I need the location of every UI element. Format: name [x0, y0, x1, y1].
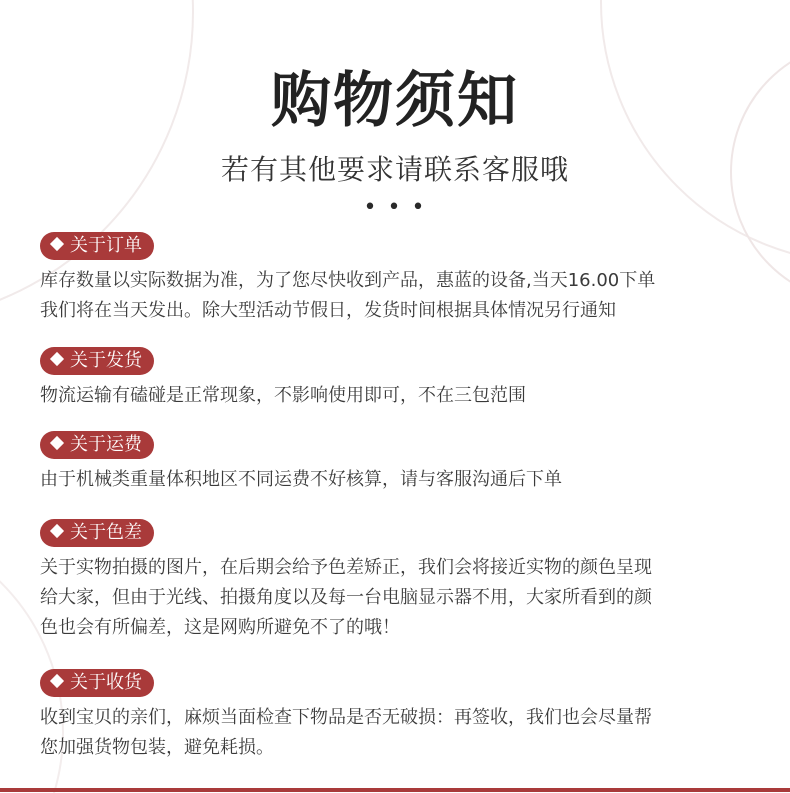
section-text-line: 库存数量以实际数据为准，为了您尽快收到产品，惠蓝的设备,当天16.00下单 [40, 270, 656, 291]
section-tag-label: 关于收货 [70, 672, 142, 693]
section-tag-label: 关于发货 [70, 350, 142, 371]
diamond-icon [50, 436, 64, 450]
diamond-icon [50, 237, 64, 251]
section-text-line: 关于实物拍摄的图片，在后期会给予色差矫正，我们会将接近实物的颜色呈现 [40, 557, 652, 578]
section-text-line: 由于机械类重量体积地区不同运费不好核算，请与客服沟通后下单 [40, 469, 562, 490]
divider-dots: • • • [363, 195, 427, 220]
page-title: 购物须知 [271, 66, 519, 136]
section-text-line: 您加强货物包装，避免耗损。 [40, 737, 274, 758]
section-freight [40, 431, 760, 495]
section-text-line: 我们将在当天发出。除大型活动节假日，发货时间根据具体情况另行通知 [40, 300, 616, 321]
section-text-line: 给大家，但由于光线、拍摄角度以及每一台电脑显示器不用，大家所看到的颜 [40, 587, 652, 608]
section-color-difference [40, 519, 760, 643]
section-text-line: 物流运输有磕碰是正常现象，不影响使用即可，不在三包范围 [40, 385, 526, 406]
section-tag-label: 关于色差 [70, 522, 142, 543]
diamond-icon [50, 674, 64, 688]
diamond-icon [50, 524, 64, 538]
section-tag-freight [40, 431, 154, 459]
page-subtitle: 若有其他要求请联系客服哦 [220, 153, 569, 186]
section-text-line: 收到宝贝的亲们，麻烦当面检查下物品是否无破损：再签收，我们也会尽量帮 [40, 707, 652, 728]
section-text-line: 色也会有所偏差，这是网购所避免不了的哦！ [40, 617, 400, 638]
bottom-accent-line [0, 788, 790, 792]
section-receiving [40, 669, 760, 763]
section-tag-shipping [40, 347, 154, 375]
section-tag-color-difference [40, 519, 154, 547]
section-tag-label: 关于订单 [70, 235, 142, 256]
section-orders [40, 232, 760, 326]
section-shipping [40, 347, 760, 411]
diamond-icon [50, 352, 64, 366]
section-tag-orders [40, 232, 154, 260]
section-tag-label: 关于运费 [70, 434, 142, 455]
section-tag-receiving [40, 669, 154, 697]
